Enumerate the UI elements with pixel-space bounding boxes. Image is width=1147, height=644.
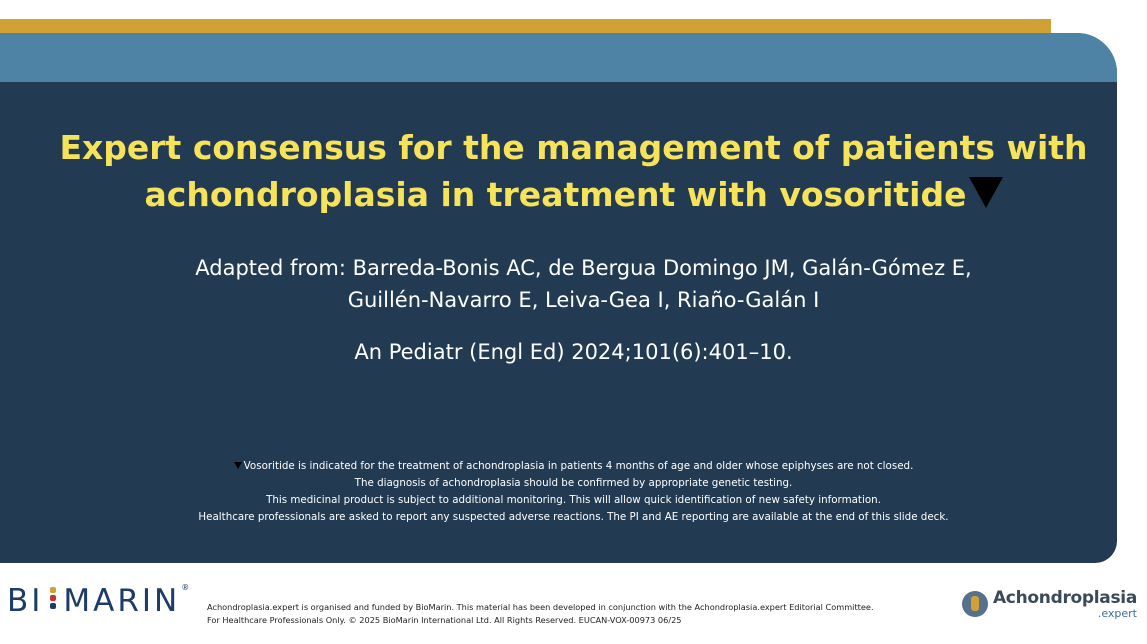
achondroplasia-logo-name: Achondroplasia bbox=[992, 588, 1137, 608]
authors-line-1: Adapted from: Barreda-Bonis AC, de Bergua Domingo JM, Galán-Gómez E, bbox=[195, 256, 972, 280]
note-line: Vosoritide is indicated for the treatment of achondroplasia in patients 4 months of age and older whose epiphyses are not closed. bbox=[70, 458, 1077, 475]
authors-line-2: Guillén-Navarro E, Leiva-Gea I, Riaño-Galán I bbox=[347, 288, 820, 312]
biomarin-logo: BI MARIN ® bbox=[7, 583, 193, 619]
black-triangle-small-icon bbox=[234, 462, 242, 469]
achondroplasia-expert-logo bbox=[962, 588, 1137, 620]
citation: An Pediatr (Engl Ed) 2024;101(6):401–10. bbox=[354, 340, 793, 364]
black-triangle-icon bbox=[969, 177, 1003, 208]
header-band bbox=[0, 33, 1117, 82]
authors bbox=[90, 252, 1077, 316]
footer-disclaimer bbox=[207, 601, 874, 627]
note-line: This medicinal product is subject to additional monitoring. This will allow quick identification of new safety information. bbox=[266, 494, 881, 506]
achondroplasia-logo-suffix: .expert bbox=[1097, 607, 1137, 620]
biomarin-logo-mark bbox=[46, 583, 60, 615]
achondroplasia-logo-icon bbox=[962, 591, 988, 617]
footer-line-2: For Healthcare Professionals Only. © 2025 BioMarin International Ltd. All Rights Reserved. EUCAN-VOX-00973 06/25 bbox=[207, 615, 682, 625]
note-line: The diagnosis of achondroplasia should be confirmed by appropriate genetic testing. bbox=[354, 477, 793, 489]
slide-title bbox=[40, 124, 1107, 218]
slide-title-text: Expert consensus for the management of patients with achondroplasia in treatment with vosoritide bbox=[59, 128, 1088, 214]
note-line: Healthcare professionals are asked to report any suspected adverse reactions. The PI and AE reporting are available at the end of this slide deck. bbox=[198, 511, 949, 523]
gold-accent-bar bbox=[0, 19, 1051, 33]
safety-notes bbox=[70, 458, 1077, 526]
footer-line-1: Achondroplasia.expert is organised and funded by BioMarin. This material has been developed in conjunction with the Achondroplasia.expert Editorial Committee. bbox=[207, 602, 874, 612]
